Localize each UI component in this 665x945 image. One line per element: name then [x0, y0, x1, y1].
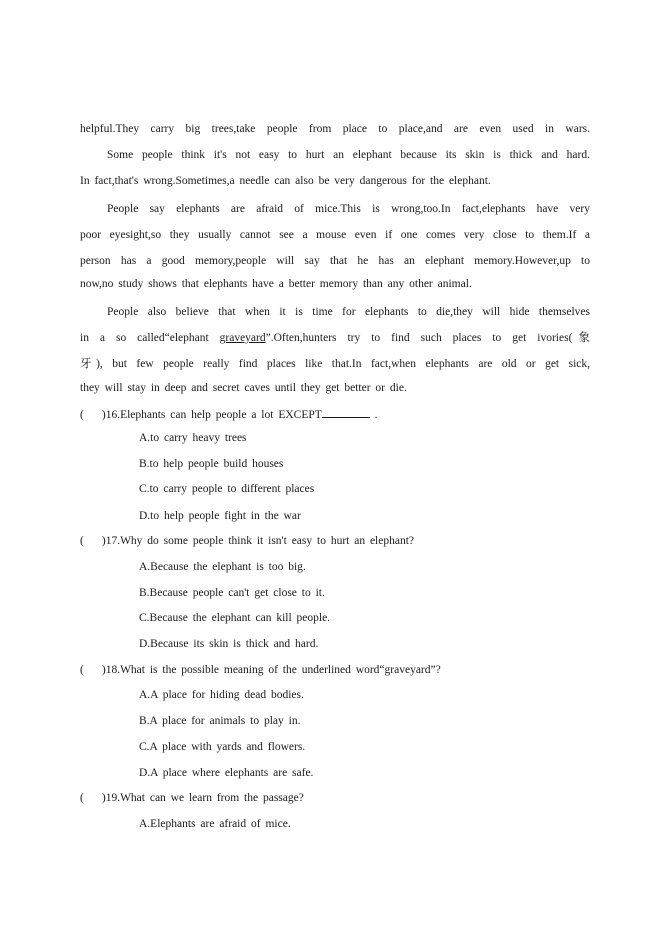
option-b: B.Because people can't get close to it. — [139, 587, 325, 599]
passage-line: poor eyesight,so they usually cannot see a mouse even if one comes very close to them.If a — [80, 229, 590, 241]
option-d: D.to help people fight in the war — [139, 510, 301, 522]
option-a: A.Elephants are afraid of mice. — [139, 818, 291, 830]
passage-line: 牙), but few people really find places like that.In fact,when elephants are old or get sick, — [80, 358, 590, 370]
answer-paren-close: ) — [101, 664, 106, 676]
question-stem: 18.What is the possible meaning of the underlined word“graveyard”? — [105, 664, 441, 676]
option-d: D.A place where elephants are safe. — [139, 767, 314, 779]
option-b: B.A place for animals to play in. — [139, 715, 301, 727]
answer-paren-close: ) — [101, 535, 106, 547]
option-c: C.to carry people to different places — [139, 483, 315, 495]
answer-paren-open: ( — [80, 792, 84, 804]
question-stem: 19.What can we learn from the passage? — [105, 792, 304, 804]
passage-line: People say elephants are afraid of mice.This is wrong,too.In fact,elephants have very — [107, 203, 590, 215]
passage-line: person has a good memory,people will say that he has an elephant memory.However,up to — [80, 255, 590, 267]
passage-text: in a so called“elephant — [80, 332, 220, 344]
underlined-word: graveyard — [219, 332, 266, 344]
question-17 — [80, 534, 590, 548]
passage-line: In fact,that's wrong.Sometimes,a needle can also be very dangerous for the elephant. — [80, 175, 491, 187]
answer-paren-close: ) — [101, 409, 106, 421]
passage-line: People also believe that when it is time for elephants to die,they will hide themselves — [107, 306, 590, 318]
option-a: A.Because the elephant is too big. — [139, 561, 306, 573]
question-19 — [80, 791, 590, 805]
answer-paren-open: ( — [80, 409, 84, 421]
passage-line: helpful.They carry big trees,take people from place to place,and are even used in wars. — [80, 123, 590, 135]
passage-line: they will stay in deep and secret caves until they get better or die. — [80, 382, 407, 394]
option-a: A.to carry heavy trees — [139, 432, 247, 444]
passage-text: ”.Often,hunters try to find such places to get ivories(象 — [265, 332, 590, 344]
option-c: C.A place with yards and flowers. — [139, 741, 306, 753]
passage-line: now,no study shows that elephants have a better memory than any other animal. — [80, 278, 472, 290]
fill-in-blank[interactable] — [322, 407, 370, 418]
question-18 — [80, 663, 590, 677]
question-16 — [80, 407, 590, 422]
answer-paren-open: ( — [80, 535, 84, 547]
answer-paren-close: ) — [101, 792, 106, 804]
question-stem: 16.Elephants can help people a lot EXCEPT — [105, 409, 322, 421]
option-b: B.to help people build houses — [139, 458, 284, 470]
passage-line — [80, 331, 590, 345]
option-a: A.A place for hiding dead bodies. — [139, 689, 304, 701]
option-d: D.Because its skin is thick and hard. — [139, 638, 319, 650]
answer-paren-open: ( — [80, 664, 84, 676]
question-stem-end: . — [374, 409, 378, 421]
option-c: C.Because the elephant can kill people. — [139, 612, 331, 624]
passage-line: Some people think it's not easy to hurt an elephant because its skin is thick and hard. — [107, 149, 590, 161]
question-stem: 17.Why do some people think it isn't easy to hurt an elephant? — [105, 535, 415, 547]
